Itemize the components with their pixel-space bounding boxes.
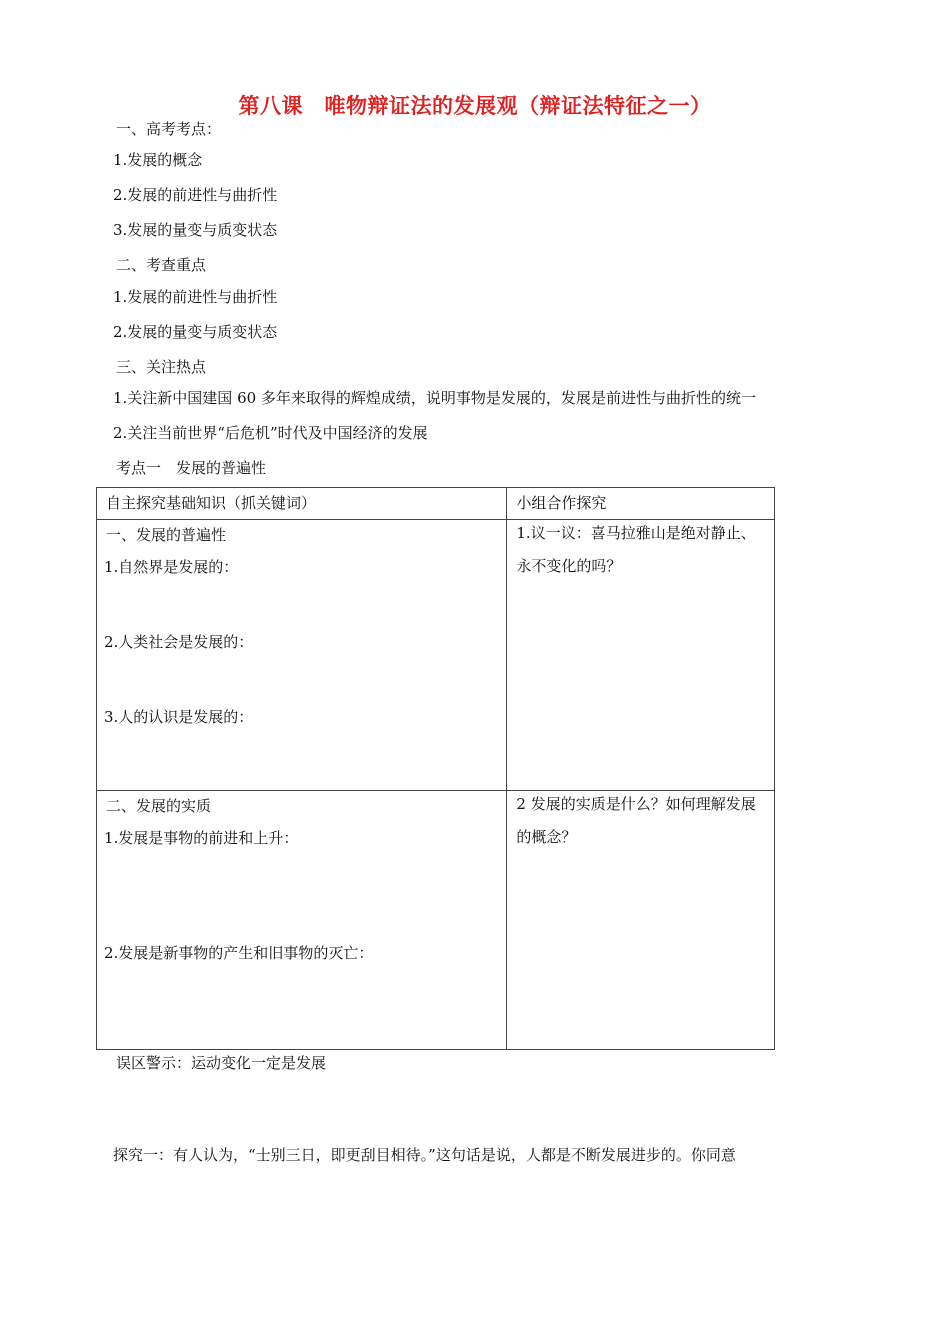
cell-item: 2.发展是新事物的产生和旧事物的灭亡： [104,944,374,962]
key-point-item: 2.发展的量变与质变状态 [113,323,278,341]
exploration-prompt: 探究一：有人认为，“士别三日，即更刮目相待。”这句话是说，人都是不断发展进步的。你同意 [113,1146,736,1164]
table-header-left [97,488,507,520]
discussion-question: 1.议一议：喜马拉雅山是绝对静止、永不变化的吗？ [516,524,756,575]
table-header-row [97,488,775,520]
exam-point-item: 3.发展的量变与质变状态 [113,221,278,239]
exam-point-item: 2.发展的前进性与曲折性 [113,186,278,204]
table-cell-knowledge [97,520,507,791]
exam-point-item: 1.发展的概念 [113,151,203,169]
section-heading-hot-topics: 三、关注热点 [116,358,207,376]
table-row [97,520,775,791]
hot-topic-item: 1.关注新中国建国 60 多年来取得的辉煌成绩，说明事物是发展的，发展是前进性与曲折性的统一 [113,389,756,407]
cell-item: 2.人类社会是发展的： [104,633,254,651]
discussion-question: 2 发展的实质是什么？如何理解发展的概念？ [516,795,756,846]
table-header-right [507,488,775,520]
table-cell-discussion [507,520,775,791]
cell-item: 3.人的认识是发展的： [104,708,254,726]
cell-title: 二、发展的实质 [106,797,212,815]
cell-item: 1.发展是事物的前进和上升： [104,829,299,847]
misconception-warning: 误区警示：运动变化一定是发展 [116,1054,327,1072]
study-table [96,487,775,1050]
cell-item: 1.自然界是发展的： [104,558,239,576]
document-title: 第八课 唯物辩证法的发展观（辩证法特征之一） [238,93,712,118]
table-row [97,791,775,1050]
table-header-right-label: 小组合作探究 [516,494,607,512]
cell-title: 一、发展的普遍性 [106,526,227,544]
table-cell-knowledge [97,791,507,1050]
table-header-left-label: 自主探究基础知识（抓关键词） [106,494,317,512]
key-point-item: 1.发展的前进性与曲折性 [113,288,278,306]
table-cell-discussion [507,791,775,1050]
section-heading-key-points: 二、考查重点 [116,256,207,274]
topic-heading: 考点一 发展的普遍性 [116,459,267,477]
section-heading-exam-points: 一、高考考点： [116,120,222,138]
hot-topic-item: 2.关注当前世界“后危机”时代及中国经济的发展 [113,424,428,442]
